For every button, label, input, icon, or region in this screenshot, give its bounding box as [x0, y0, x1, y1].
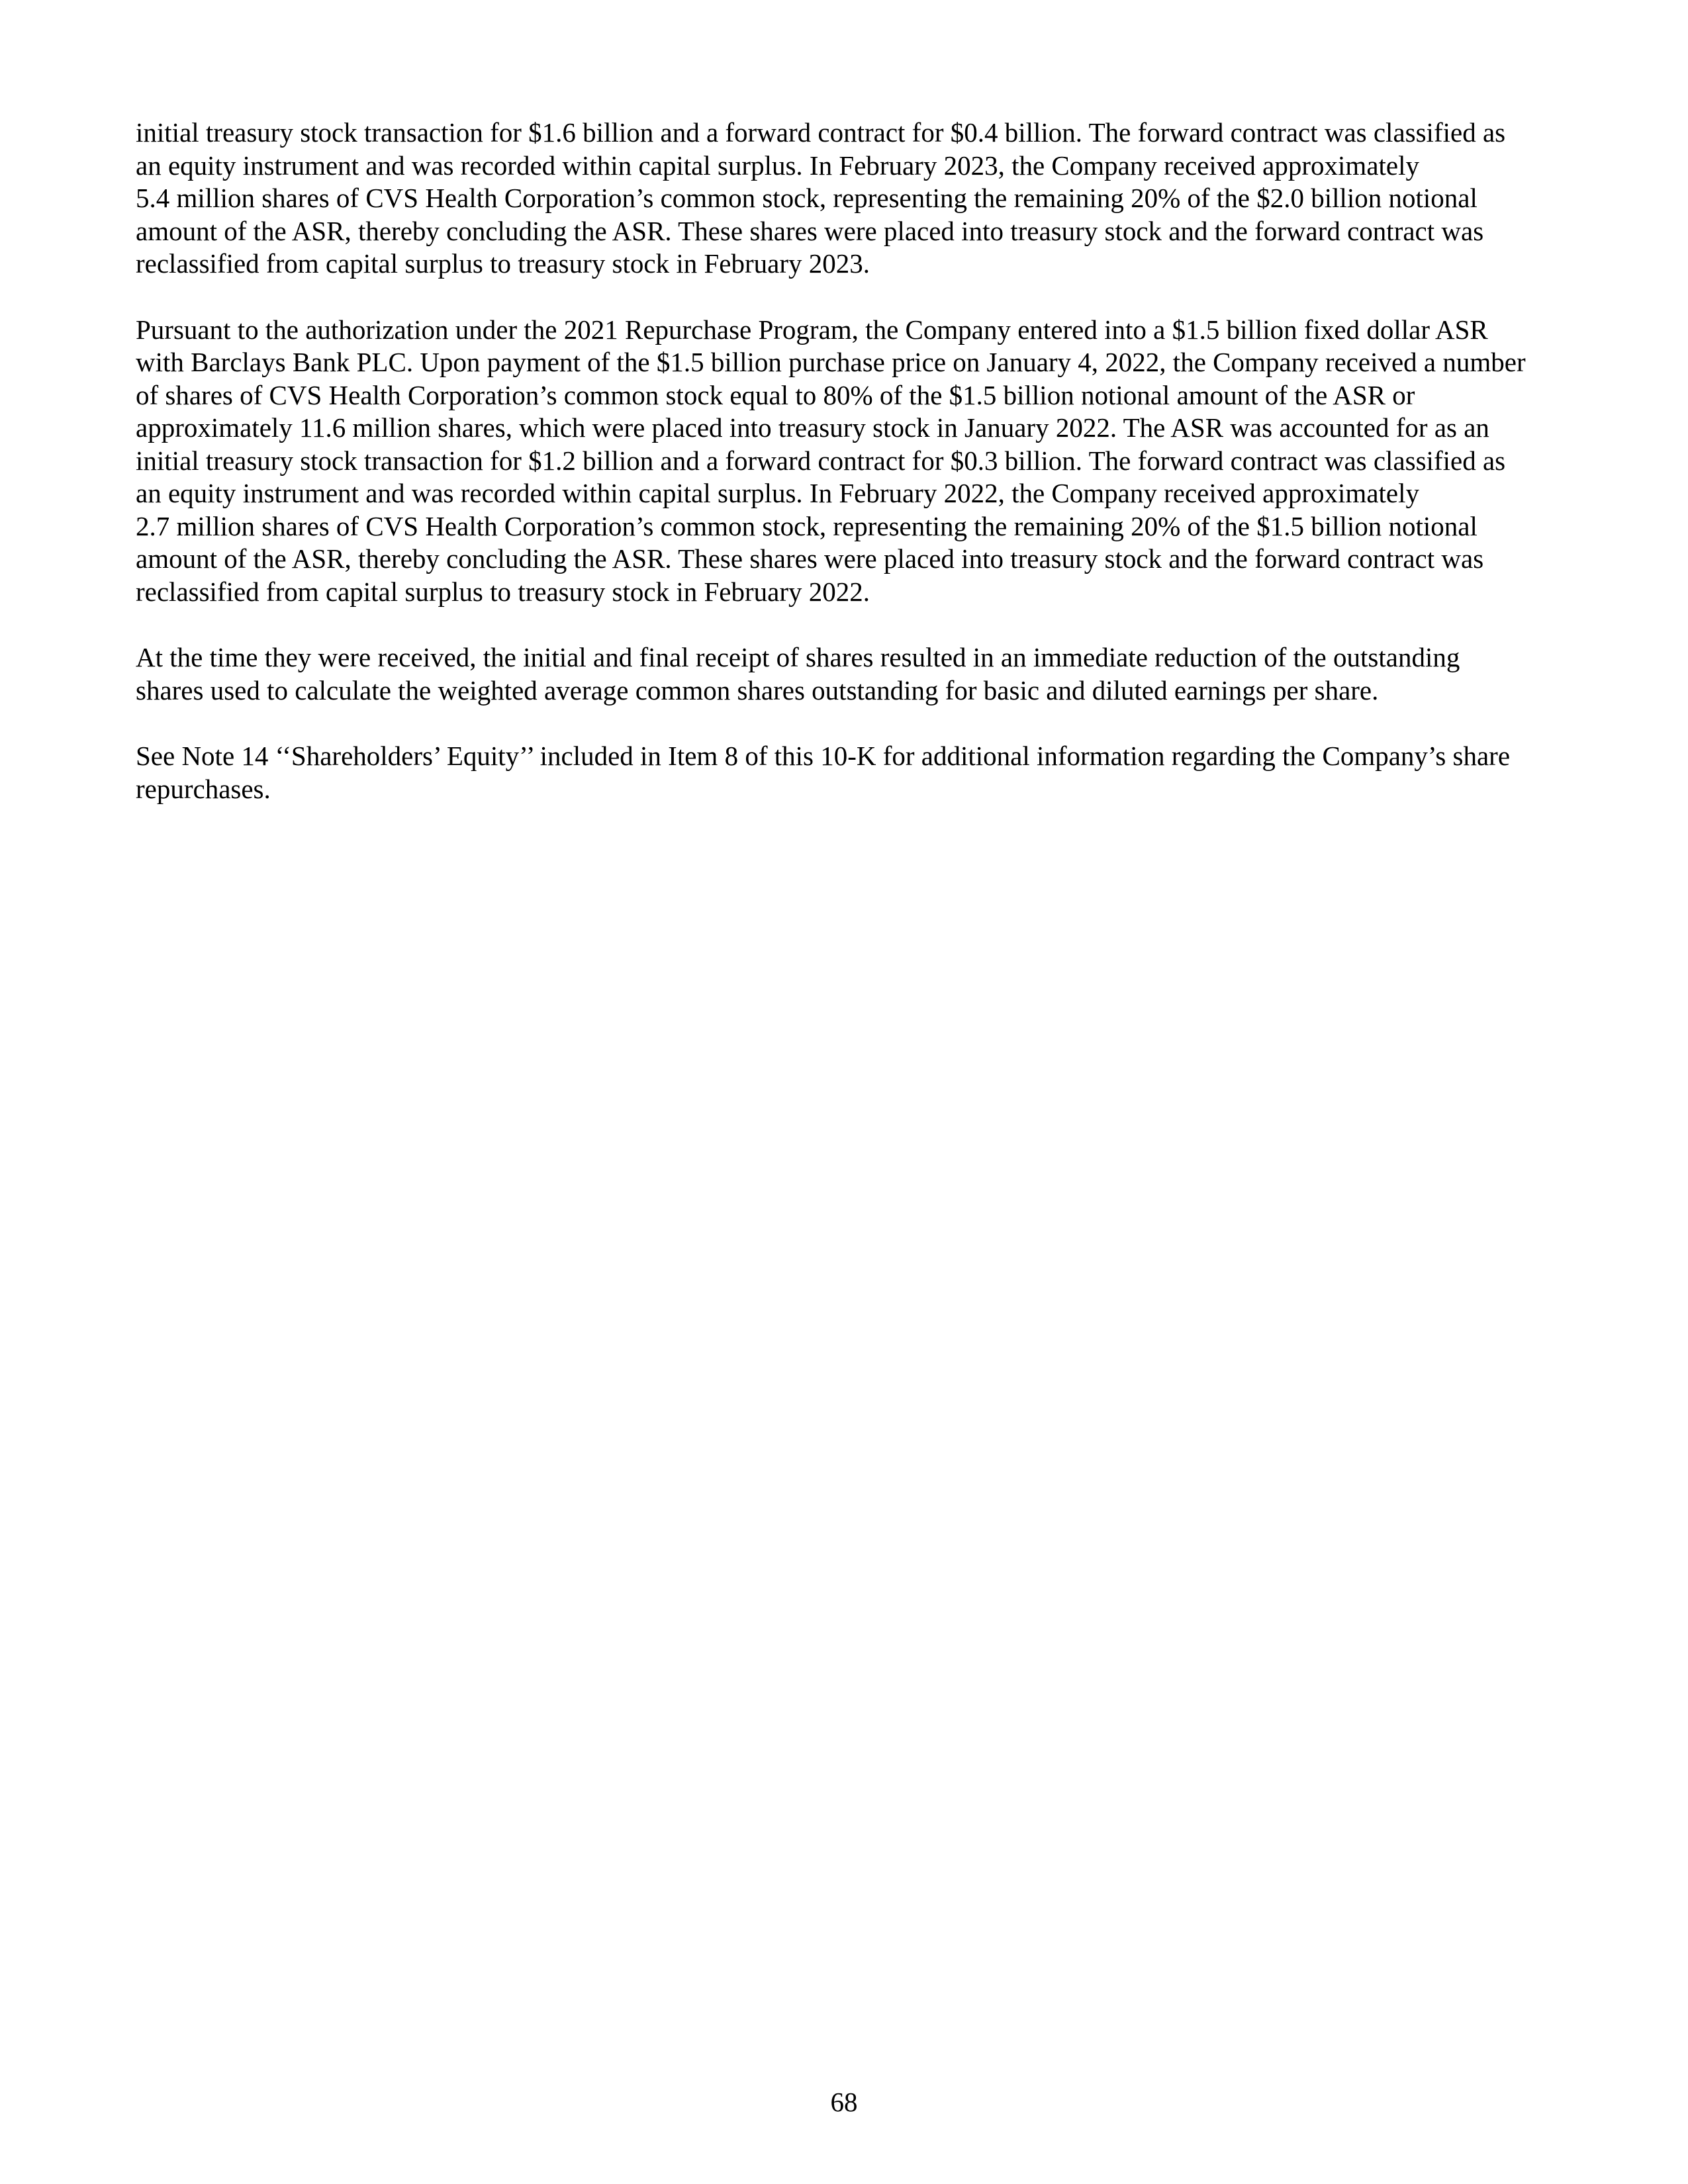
text-line: reclassified from capital surplus to treasury stock in February 2022. — [136, 576, 870, 607]
text-line: of shares of CVS Health Corporation’s common stock equal to 80% of the $1.5 billion notional amount of the ASR or — [136, 379, 1415, 410]
text-line: shares used to calculate the weighted average common shares outstanding for basic and diluted earnings per share. — [136, 674, 1379, 705]
text-line: amount of the ASR, thereby concluding the ASR. These shares were placed into treasury stock and the forward contract was — [136, 215, 1484, 246]
document-body — [136, 116, 1566, 839]
paragraph-see-note-14 — [136, 740, 1566, 805]
text-line: 2.7 million shares of CVS Health Corporation’s common stock, representing the remaining 20% of the $1.5 billion notional — [136, 510, 1477, 541]
paragraph-share-reduction — [136, 641, 1566, 707]
text-line: See Note 14 ‘‘Shareholders’ Equity’’ included in Item 8 of this 10-K for additional information regarding the Company’s share — [136, 741, 1511, 771]
text-line: repurchases. — [136, 773, 271, 804]
text-line: approximately 11.6 million shares, which were placed into treasury stock in January 2022. The ASR was accounted for as an — [136, 412, 1489, 443]
text-line: initial treasury stock transaction for $1.6 billion and a forward contract for $0.4 billion. The forward contract was classified as — [136, 117, 1506, 148]
text-line: Pursuant to the authorization under the 2021 Repurchase Program, the Company entered into a $1.5 billion fixed dollar ASR — [136, 314, 1488, 345]
text-line: an equity instrument and was recorded within capital surplus. In February 2023, the Company received approximately — [136, 150, 1419, 181]
paragraph-asr-2023-conclusion — [136, 116, 1566, 281]
text-line: reclassified from capital surplus to treasury stock in February 2023. — [136, 248, 870, 279]
text-line: 5.4 million shares of CVS Health Corporation’s common stock, representing the remaining 20% of the $2.0 billion notional — [136, 183, 1477, 213]
text-line: At the time they were received, the initial and final receipt of shares resulted in an immediate reduction of the outstanding — [136, 642, 1460, 672]
text-line: with Barclays Bank PLC. Upon payment of the $1.5 billion purchase price on January 4, 2022, the Company received a number — [136, 347, 1526, 377]
text-line: initial treasury stock transaction for $1.2 billion and a forward contract for $0.3 billion. The forward contract was classified as — [136, 445, 1506, 476]
page-number: 68 — [830, 2087, 858, 2117]
text-line: an equity instrument and was recorded within capital surplus. In February 2022, the Company received approximately — [136, 478, 1419, 508]
text-line: amount of the ASR, thereby concluding the ASR. These shares were placed into treasury stock and the forward contract was — [136, 543, 1484, 574]
paragraph-asr-2022-barclays — [136, 314, 1566, 609]
